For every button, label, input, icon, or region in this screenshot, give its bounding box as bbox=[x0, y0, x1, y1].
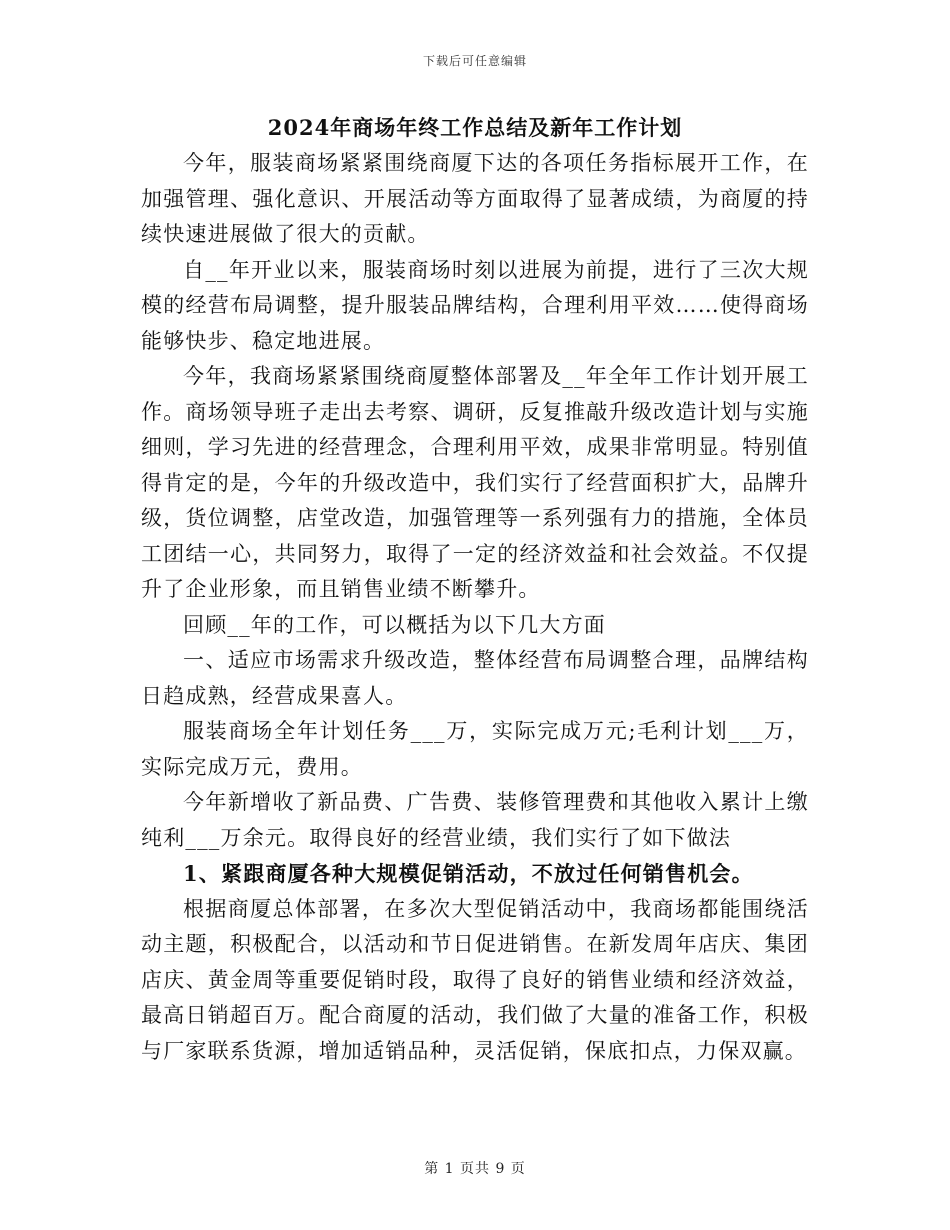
document-body bbox=[141, 112, 809, 1069]
paragraph-3: 今年，我商场紧紧围绕商厦整体部署及__年全年工作计划开展工作。商场领导班子走出去考察、调研，反复推敲升级改造计划与实施细则，学习先进的经营理念，合理利用平效，成果非常明显。特别值得肯定的是，今年的升级改造中，我们实行了经营面积扩大，品牌升级，货位调整，店堂改造，加强管理等一系列强有力的措施，全体员工团结一心，共同努力，取得了一定的经济效益和社会效益。不仅提升了企业形象，而且销售业绩不断攀升。 bbox=[141, 364, 809, 601]
paragraph-4: 回顾__年的工作，可以概括为以下几大方面 bbox=[183, 612, 606, 637]
page-number: 第 1 页共 9 页 bbox=[424, 1161, 526, 1177]
paragraph-5: 服装商场全年计划任务___万，实际完成万元;毛利计划___万，实际完成万元，费用。 bbox=[141, 719, 809, 779]
paragraph-6: 今年新增收了新品费、广告费、装修管理费和其他收入累计上缴纯利___万余元。取得良好的经营业绩，我们实行了如下做法 bbox=[141, 790, 809, 850]
paragraph-1: 今年，服装商场紧紧围绕商厦下达的各项任务指标展开工作，在加强管理、强化意识、开展活动等方面取得了显著成绩，为商厦的持续快速进展做了很大的贡献。 bbox=[141, 151, 809, 246]
paragraph-7: 根据商厦总体部署，在多次大型促销活动中，我商场都能围绕活动主题，积极配合，以活动和节日促进销售。在新发周年店庆、集团店庆、黄金周等重要促销时段，取得了良好的销售业绩和经济效益，最高日销超百万。配合商厦的活动，我们做了大量的准备工作，积极与厂家联系货源，增加适销品种，灵活促销，保底扣点，力保双赢。 bbox=[141, 896, 809, 1063]
subheading-1: 1、紧跟商厦各种大规模促销活动，不放过任何销售机会。 bbox=[183, 861, 754, 886]
section-heading-1: 一、适应市场需求升级改造，整体经营布局调整合理，品牌结构日趋成熟，经营成果喜人。 bbox=[141, 648, 809, 708]
paragraph-2: 自__年开业以来，服装商场时刻以进展为前提，进行了三次大规模的经营布局调整，提升服装品牌结构，合理利用平效……使得商场能够快步、稳定地进展。 bbox=[141, 257, 809, 353]
document-title: 2024年商场年终工作总结及新年工作计划 bbox=[267, 115, 683, 140]
page-header: 下载后可任意编辑 bbox=[422, 54, 527, 68]
